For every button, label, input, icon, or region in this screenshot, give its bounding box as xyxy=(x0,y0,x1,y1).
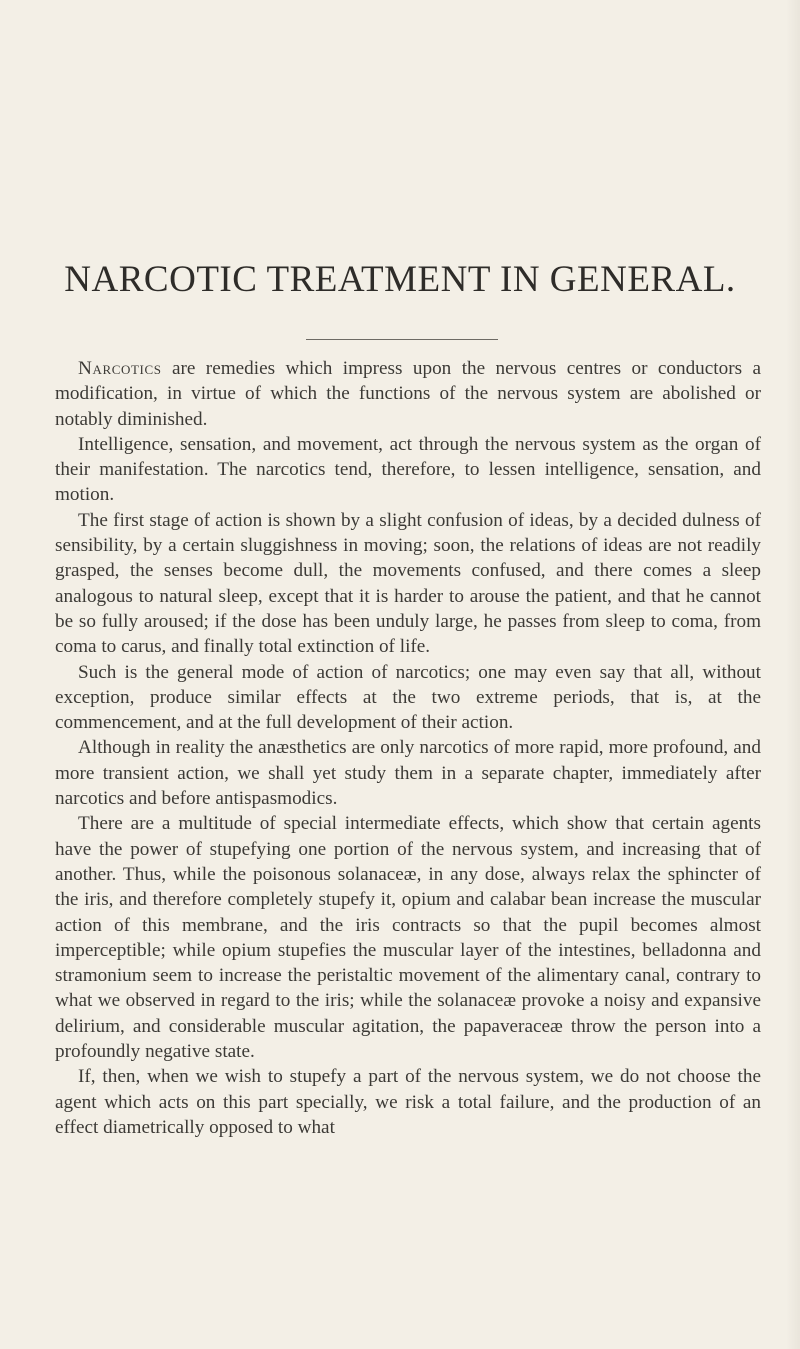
paragraph-text: Intelligence, sensation, and movement, act through the nervous system as the organ of their manifestation. The narcotics tend, therefore, to lessen intelligence, sensation, and motion. xyxy=(55,433,761,506)
title-divider xyxy=(306,339,498,340)
paragraph xyxy=(55,735,761,811)
paragraph xyxy=(55,432,761,508)
chapter-title: NARCOTIC TREATMENT IN GENERAL. xyxy=(64,259,736,300)
paragraph-lead: Narcotics xyxy=(78,358,162,379)
paragraph xyxy=(55,1064,761,1140)
page-edge-shadow xyxy=(786,0,800,1349)
paragraph-text: Although in reality the anæsthetics are only narcotics of more rapid, more profound, and more transient action, we shall yet study them in a separate chapter, immediately after narcotics and before antispasmodics. xyxy=(55,737,761,810)
body-text xyxy=(55,356,761,1140)
paragraph-text: Such is the general mode of action of narcotics; one may even say that all, without exception, produce similar effects at the two extreme periods, that is, at the commencement, and at the full development of their action. xyxy=(55,661,761,734)
paragraph xyxy=(55,356,761,432)
paragraph xyxy=(55,660,761,736)
paragraph-text: The first stage of action is shown by a slight confusion of ideas, by a decided dulness of sensibility, by a certain sluggishness in moving; soon, the relations of ideas are not readily grasped, the senses become dull, the movements confused, and there comes a sleep analogous to natural sleep, except that it is harder to arouse the patient, and that he cannot be so fully aroused; if the dose has been unduly large, he passes from sleep to coma, from coma to carus, and finally total extinction of life. xyxy=(55,509,761,658)
paragraph xyxy=(55,811,761,1064)
paragraph-text: There are a multitude of special intermediate effects, which show that certain agents have the power of stupefying one portion of the nervous system, and increasing that of another. Thus, while the poisonous solanaceæ, in any dose, always relax the sphincter of the iris, and therefore completely stupefy it, opium and calabar bean increase the muscular action of this membrane, and the iris contracts so that the pupil becomes almost imperceptible; while opium stupefies the muscular layer of the intestines, belladonna and stramonium seem to increase the peristaltic movement of the alimentary canal, contrary to what we observed in regard to the iris; while the solanaceæ provoke a noisy and expansive delirium, and considerable muscular agitation, the papaveraceæ throw the person into a profoundly negative state. xyxy=(55,813,761,1063)
paragraph xyxy=(55,508,761,660)
paragraph-text: If, then, when we wish to stupefy a part of the nervous system, we do not choose the agent which acts on this part specially, we risk a total failure, and the production of an effect diametrically opposed to what xyxy=(55,1066,761,1138)
paragraph-text: are remedies which impress upon the nervous centres or conductors a modification, in virtue of which the functions of the nervous system are abolished or notably diminished. xyxy=(55,358,761,430)
